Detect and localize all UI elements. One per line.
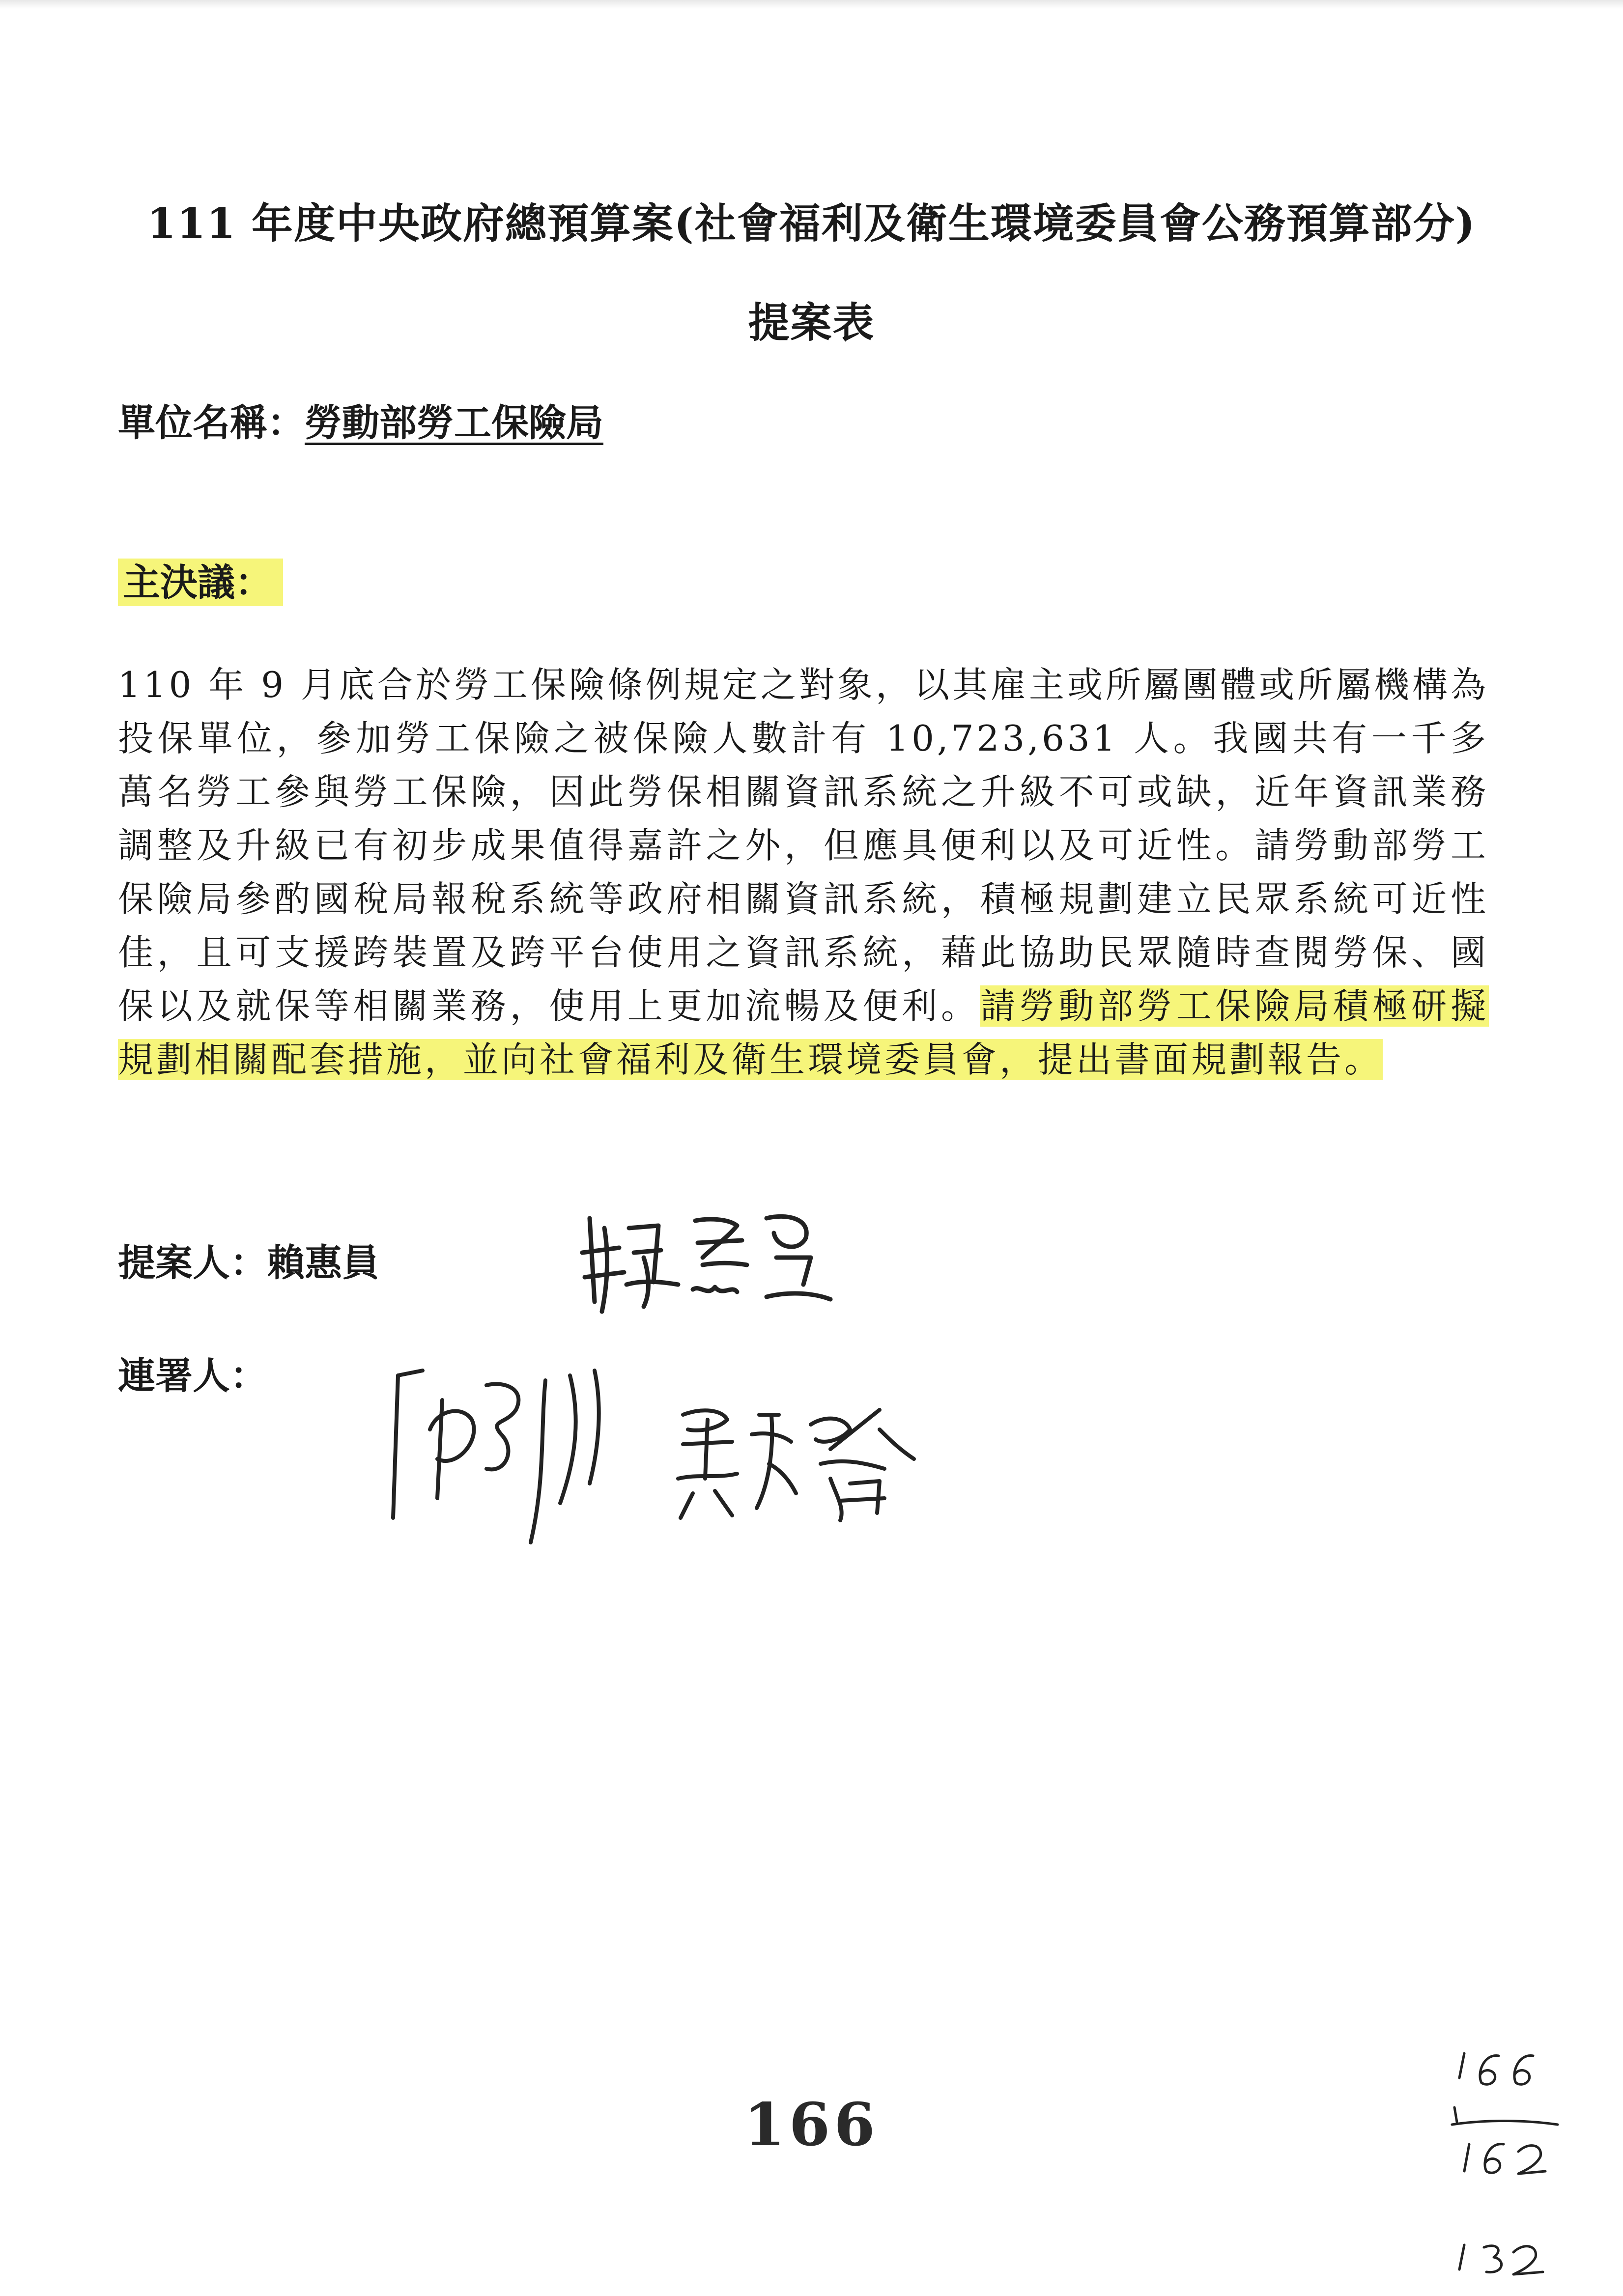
cosigner-label: 連署人： <box>118 1354 267 1398</box>
unit-line <box>118 393 603 447</box>
proposer-label: 提案人： <box>118 1241 267 1285</box>
unit-label: 單位名稱： <box>118 401 305 445</box>
page-number: 166 <box>744 2090 879 2159</box>
cosigner-signature-1 <box>383 1356 658 1552</box>
cosigner-line <box>118 1346 267 1400</box>
scan-edge <box>0 0 1623 9</box>
proposer-signature-drawing <box>580 1199 835 1321</box>
document-title: 111 年度中央政府總預算案(社會福利及衛生環境委員會公務預算部分) <box>147 199 1476 248</box>
cosigner-signature-2 <box>673 1395 919 1523</box>
handwritten-margin-note <box>1445 2039 1592 2296</box>
margin-note-drawing <box>1445 2039 1592 2294</box>
resolution-body-highlighted: 請勞動部勞工保險局積極研擬規劃相關配套措施，並向社會福利及衛生環境委員會，提出書面規劃報告。 <box>118 985 1489 1080</box>
resolution-heading <box>118 553 283 606</box>
cosigner-signature-2-drawing <box>673 1395 919 1523</box>
resolution-body <box>118 658 1489 1087</box>
document-subtitle: 提案表 <box>748 298 875 347</box>
resolution-body-text: 110 年 9 月底合於勞工保險條例規定之對象，以其雇主或所屬團體或所屬機構為投保單位，參加勞工保險之被保險人數計有 10,723,631 人。我國共有一千多萬名勞工參與勞工保險，因此勞保相關資訊系統之升級不可或缺，近年資訊業務調整及升級已有初步成果值得嘉許之外，但應具便利以及可近性。請勞動部勞工保險局參酌國稅局報稅系統等政府相關資訊系統，積極規劃建立民眾系統可近性佳，且可支援跨裝置及跨平台使用之資訊系統，藉此協助民眾隨時查閱勞保、國保以及就保等相關業務，使用上更加流暢及便利。 <box>118 664 1489 1027</box>
proposer-signature <box>580 1199 835 1321</box>
cosigner-signature-1-drawing <box>383 1356 658 1552</box>
unit-value: 勞動部勞工保險局 <box>305 401 603 445</box>
proposer-line <box>118 1233 379 1287</box>
proposer-name: 賴惠員 <box>267 1241 379 1285</box>
resolution-heading-label: 主決議： <box>118 559 283 606</box>
